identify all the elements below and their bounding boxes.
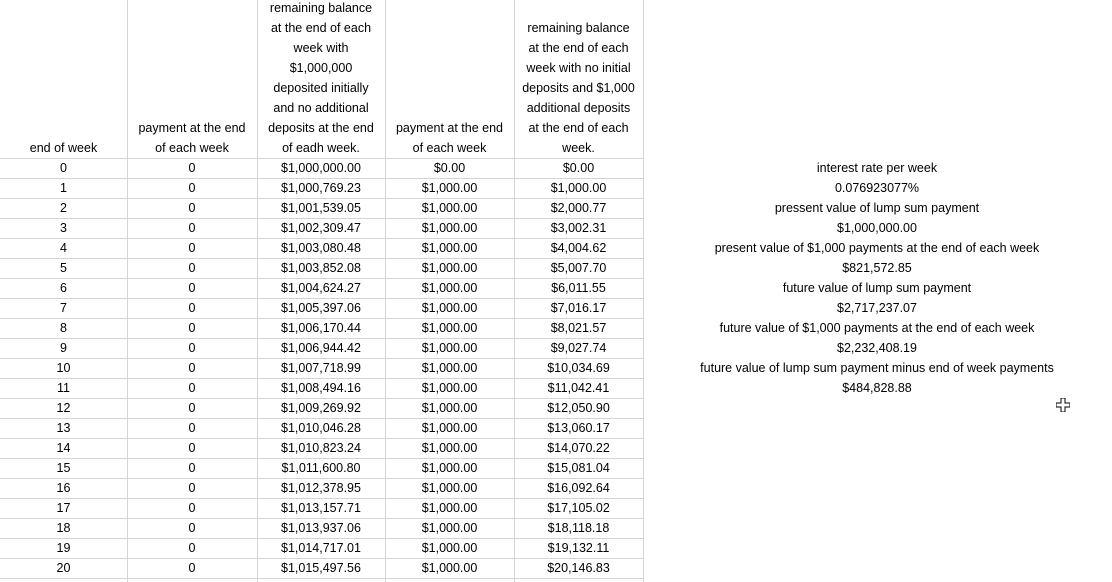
gridline xyxy=(0,298,643,299)
gridline xyxy=(0,178,643,179)
weekly-balance-cell[interactable]: $17,105.02 xyxy=(547,501,610,515)
lump-payment-cell[interactable]: 0 xyxy=(188,461,196,475)
lump-balance-cell[interactable]: $1,011,600.80 xyxy=(281,461,361,475)
lump-balance-cell[interactable]: $1,014,717.01 xyxy=(281,541,361,555)
gridline xyxy=(0,358,643,359)
week-cell[interactable]: 18 xyxy=(56,521,71,535)
summary-value[interactable]: 0.076923077% xyxy=(834,181,920,195)
lump-balance-cell[interactable]: $1,013,157.71 xyxy=(281,501,361,515)
weekly-payment-cell[interactable]: $1,000.00 xyxy=(421,341,478,355)
week-cell[interactable]: 8 xyxy=(60,321,67,335)
weekly-balance-cell[interactable]: $10,034.69 xyxy=(547,361,610,375)
lump-balance-cell[interactable]: $1,004,624.27 xyxy=(281,281,361,295)
gridline xyxy=(0,258,643,259)
week-cell[interactable]: 16 xyxy=(56,481,71,495)
weekly-balance-cell[interactable]: $7,016.17 xyxy=(550,301,607,315)
weekly-balance-cell[interactable]: $9,027.74 xyxy=(550,341,607,355)
lump-payment-cell[interactable]: 0 xyxy=(188,281,196,295)
weekly-payment-cell[interactable]: $1,000.00 xyxy=(421,241,478,255)
header-line: week with xyxy=(293,41,349,55)
week-cell[interactable]: 6 xyxy=(60,281,67,295)
lump-payment-cell[interactable]: 0 xyxy=(188,181,196,195)
weekly-balance-cell[interactable]: $1,000.00 xyxy=(550,181,607,195)
weekly-payment-cell[interactable]: $1,000.00 xyxy=(421,361,478,375)
summary-label[interactable]: interest rate per week xyxy=(816,161,938,175)
weekly-balance-cell[interactable]: $13,060.17 xyxy=(547,421,610,435)
header-line: of each week xyxy=(155,141,229,155)
week-cell[interactable]: 12 xyxy=(56,401,71,415)
lump-payment-cell[interactable]: 0 xyxy=(188,201,196,215)
gridline xyxy=(0,218,643,219)
header-payment-weekly[interactable] xyxy=(385,118,514,158)
lump-payment-cell[interactable]: 0 xyxy=(188,481,196,495)
week-cell[interactable]: 4 xyxy=(60,241,67,255)
week-cell[interactable]: 17 xyxy=(56,501,71,515)
week-cell[interactable]: 19 xyxy=(56,541,71,555)
header-line: deposited initially xyxy=(273,81,369,95)
summary-label[interactable]: pressent value of lump sum payment xyxy=(774,201,980,215)
week-cell[interactable]: 7 xyxy=(60,301,67,315)
gridline xyxy=(0,538,643,539)
header-line: remaining balance xyxy=(527,21,630,35)
header-line: additional deposits xyxy=(526,101,631,115)
header-line: payment at the end xyxy=(138,121,246,135)
gridline xyxy=(0,518,643,519)
lump-payment-cell[interactable]: 0 xyxy=(188,421,196,435)
header-line: deposits at the end xyxy=(268,121,374,135)
weekly-payment-cell[interactable]: $1,000.00 xyxy=(421,481,478,495)
week-cell[interactable]: 1 xyxy=(60,181,67,195)
gridline xyxy=(0,478,643,479)
lump-balance-cell[interactable]: $1,000,769.23 xyxy=(281,181,361,195)
summary-value[interactable]: $2,232,408.19 xyxy=(837,341,917,355)
gridline xyxy=(0,438,643,439)
gridline xyxy=(0,378,643,379)
weekly-balance-cell[interactable]: $15,081.04 xyxy=(547,461,610,475)
weekly-payment-cell[interactable]: $1,000.00 xyxy=(421,501,478,515)
week-cell[interactable]: 15 xyxy=(56,461,71,475)
weekly-balance-cell[interactable]: $2,000.77 xyxy=(550,201,607,215)
gridline xyxy=(0,578,643,579)
weekly-payment-cell[interactable]: $1,000.00 xyxy=(421,281,478,295)
week-cell[interactable]: 10 xyxy=(56,361,71,375)
gridline xyxy=(0,338,643,339)
header-line: week with no initial xyxy=(526,61,631,75)
lump-balance-cell[interactable]: $1,003,080.48 xyxy=(281,241,361,255)
header-line: and no additional xyxy=(273,101,369,115)
lump-balance-cell[interactable]: $1,013,937.06 xyxy=(281,521,361,535)
lump-payment-cell[interactable]: 0 xyxy=(188,361,196,375)
header-line: of each week xyxy=(412,141,487,155)
header-end-of-week[interactable] xyxy=(0,138,127,158)
lump-balance-cell[interactable]: $1,007,718.99 xyxy=(281,361,361,375)
lump-balance-cell[interactable]: $1,005,397.06 xyxy=(281,301,361,315)
lump-payment-cell[interactable]: 0 xyxy=(188,161,196,175)
header-payment-lump[interactable] xyxy=(127,118,257,158)
summary-value[interactable]: $2,717,237.07 xyxy=(837,301,917,315)
summary-label[interactable]: future value of $1,000 payments at the end of each week xyxy=(719,321,1035,335)
lump-balance-cell[interactable]: $1,002,309.47 xyxy=(281,221,361,235)
header-line: at the end of each xyxy=(528,121,629,135)
weekly-payment-cell[interactable]: $1,000.00 xyxy=(421,521,478,535)
lump-payment-cell[interactable]: 0 xyxy=(188,521,196,535)
header-line: end of week xyxy=(29,141,98,155)
weekly-payment-cell[interactable]: $1,000.00 xyxy=(421,421,478,435)
weekly-payment-cell[interactable]: $1,000.00 xyxy=(421,261,478,275)
lump-balance-cell[interactable]: $1,010,823.24 xyxy=(281,441,361,455)
weekly-balance-cell[interactable]: $6,011.55 xyxy=(551,281,606,295)
lump-balance-cell[interactable]: $1,006,170.44 xyxy=(281,321,361,335)
header-line: $1,000,000 xyxy=(289,61,353,75)
weekly-balance-cell[interactable]: $3,002.31 xyxy=(550,221,607,235)
gridline xyxy=(0,158,643,159)
lump-payment-cell[interactable]: 0 xyxy=(188,341,196,355)
weekly-balance-cell[interactable]: $14,070.22 xyxy=(547,441,610,455)
week-cell[interactable]: 3 xyxy=(60,221,67,235)
weekly-balance-cell[interactable]: $8,021.57 xyxy=(550,321,607,335)
weekly-balance-cell[interactable]: $11,042.41 xyxy=(547,381,610,395)
summary-value[interactable]: $484,828.88 xyxy=(842,381,912,395)
lump-balance-cell[interactable]: $1,015,497.56 xyxy=(281,561,361,575)
header-line: payment at the end xyxy=(395,121,504,135)
weekly-balance-cell[interactable]: $0.00 xyxy=(562,161,595,175)
lump-payment-cell[interactable]: 0 xyxy=(188,241,196,255)
header-line: at the end of each xyxy=(270,21,372,35)
header-line: at the end of each xyxy=(528,41,629,55)
summary-label[interactable]: present value of $1,000 payments at the end of each week xyxy=(714,241,1040,255)
week-cell[interactable]: 11 xyxy=(57,381,70,395)
gridline xyxy=(0,458,643,459)
lump-balance-cell[interactable]: $1,006,944.42 xyxy=(281,341,361,355)
lump-balance-cell[interactable]: $1,008,494.16 xyxy=(281,381,361,395)
weekly-payment-cell[interactable]: $0.00 xyxy=(433,161,466,175)
weekly-balance-cell[interactable]: $16,092.64 xyxy=(547,481,610,495)
lump-balance-cell[interactable]: $1,009,269.92 xyxy=(281,401,361,415)
week-cell[interactable]: 14 xyxy=(56,441,71,455)
week-cell[interactable]: 0 xyxy=(60,161,67,175)
weekly-payment-cell[interactable]: $1,000.00 xyxy=(421,301,478,315)
week-cell[interactable]: 20 xyxy=(56,561,71,575)
lump-balance-cell[interactable]: $1,001,539.05 xyxy=(281,201,361,215)
gridline xyxy=(0,498,643,499)
gridline xyxy=(0,398,643,399)
lump-payment-cell[interactable]: 0 xyxy=(188,221,196,235)
header-line: deposits and $1,000 xyxy=(522,81,635,95)
lump-balance-cell[interactable]: $1,010,046.28 xyxy=(281,421,361,435)
weekly-balance-cell[interactable]: $19,132.11 xyxy=(547,541,610,555)
header-balance-weekly[interactable] xyxy=(514,18,643,158)
week-cell[interactable]: 2 xyxy=(60,201,67,215)
summary-value[interactable]: $1,000,000.00 xyxy=(837,221,917,235)
header-line: week. xyxy=(562,141,595,155)
weekly-balance-cell[interactable]: $18,118.18 xyxy=(547,521,610,535)
gridline xyxy=(0,418,643,419)
lump-payment-cell[interactable]: 0 xyxy=(188,381,196,395)
weekly-payment-cell[interactable]: $1,000.00 xyxy=(421,381,478,395)
weekly-payment-cell[interactable]: $1,000.00 xyxy=(421,541,478,555)
weekly-balance-cell[interactable]: $12,050.90 xyxy=(547,401,610,415)
lump-payment-cell[interactable]: 0 xyxy=(188,401,196,415)
weekly-balance-cell[interactable]: $20,146.83 xyxy=(547,561,610,575)
weekly-payment-cell[interactable]: $1,000.00 xyxy=(421,181,478,195)
weekly-payment-cell[interactable]: $1,000.00 xyxy=(421,401,478,415)
summary-label[interactable]: future value of lump sum payment xyxy=(782,281,972,295)
weekly-payment-cell[interactable]: $1,000.00 xyxy=(421,201,478,215)
header-line: of eadh week. xyxy=(282,141,360,155)
gridline xyxy=(0,238,643,239)
lump-balance-cell[interactable]: $1,000,000.00 xyxy=(281,161,361,175)
lump-payment-cell[interactable]: 0 xyxy=(188,441,196,455)
cell-select-cross-icon xyxy=(1056,398,1070,412)
weekly-payment-cell[interactable]: $1,000.00 xyxy=(421,461,478,475)
lump-payment-cell[interactable]: 0 xyxy=(188,541,196,555)
gridline xyxy=(0,318,643,319)
lump-payment-cell[interactable]: 0 xyxy=(188,321,196,335)
weekly-balance-cell[interactable]: $5,007.70 xyxy=(550,261,607,275)
weekly-balance-cell[interactable]: $4,004.62 xyxy=(550,241,607,255)
weekly-payment-cell[interactable]: $1,000.00 xyxy=(421,561,478,575)
week-cell[interactable]: 5 xyxy=(60,261,67,275)
header-balance-lump[interactable] xyxy=(257,0,385,158)
lump-payment-cell[interactable]: 0 xyxy=(188,261,196,275)
gridline xyxy=(0,278,643,279)
weekly-payment-cell[interactable]: $1,000.00 xyxy=(421,441,478,455)
summary-label[interactable]: future value of lump sum payment minus end of week payments xyxy=(700,361,1054,375)
lump-payment-cell[interactable]: 0 xyxy=(188,301,196,315)
gridline xyxy=(0,558,643,559)
weekly-payment-cell[interactable]: $1,000.00 xyxy=(421,321,478,335)
lump-balance-cell[interactable]: $1,012,378.95 xyxy=(281,481,361,495)
gridline xyxy=(0,198,643,199)
week-cell[interactable]: 9 xyxy=(60,341,67,355)
weekly-payment-cell[interactable]: $1,000.00 xyxy=(421,221,478,235)
header-line: remaining balance xyxy=(269,1,373,15)
lump-balance-cell[interactable]: $1,003,852.08 xyxy=(281,261,361,275)
summary-value[interactable]: $821,572.85 xyxy=(842,261,912,275)
week-cell[interactable]: 13 xyxy=(56,421,71,435)
lump-payment-cell[interactable]: 0 xyxy=(188,561,196,575)
lump-payment-cell[interactable]: 0 xyxy=(188,501,196,515)
